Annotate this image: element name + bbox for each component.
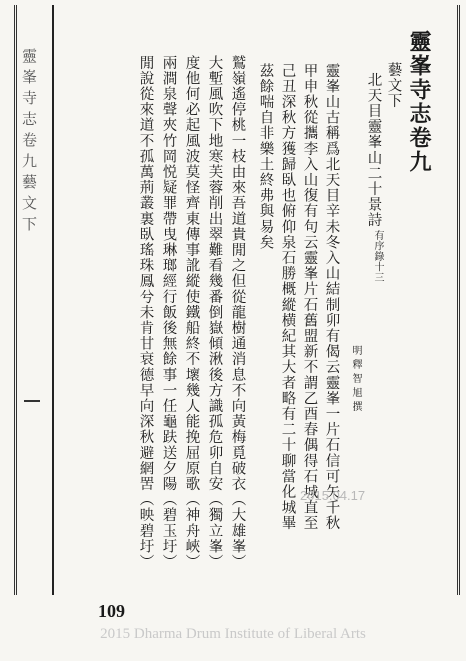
section-heading: 藝文下 (385, 62, 402, 109)
poem-note: 有序錄十三 (372, 230, 383, 283)
body-column: 靈峯山古稱爲北天目辛未冬入山結制卯有偈云靈峯一片石信可矢千秋 (323, 63, 340, 531)
poem-title: 北天目靈峯山二十景詩 (365, 72, 382, 228)
body-column: 茲餘喘自非樂土終弗與易矣 (257, 63, 274, 251)
poem-column: 鷲嶺遙停桃一枝由來吾道貴閒之但從龍樹通消息不向黃梅覓破衣（大雄峯） (229, 55, 246, 570)
poem-column: 大塹風吹下地寒芙蓉削出翠難看幾番倒嶽傾湫後方識孤危卯自安（獨立峯） (206, 55, 223, 570)
page-title: 靈峯寺志卷九 (406, 30, 432, 174)
poem-column: 度他何必起風波莫怪齊東傳事訛縱使鐵船終不壞幾人能挽屈原歌（神舟峽） (183, 55, 200, 570)
page-number: 109 (98, 601, 125, 621)
date-stamp: 2015.04.17 (300, 488, 366, 503)
gutter-text: 靈峯寺志卷九藝文下 (20, 48, 38, 237)
watermark: 2015 Dharma Drum Institute of Liberal Arts (100, 626, 366, 642)
body-column: 己丑深秋方獲歸臥也俯仰泉石勝概縱横紀其大者略有二十聊當化城畢 (279, 63, 296, 531)
poem-column: 閒說從來道不孤萬荊叢裏臥瑤珠鳳兮未肯甘衰德早向深秋避網罟（映碧圩） (137, 55, 154, 570)
gutter-mark (24, 400, 40, 402)
author-credit: 明釋智旭撰 (350, 345, 361, 415)
poem-column: 兩澗泉聲夾竹岡悦疑罪帶曳琳瑯經行飯後無餘事一任龜趺送夕陽（碧玉圩） (160, 55, 177, 570)
body-column: 甲申秋從攜李入山復有句云靈峯片石舊盟新不謂乙酉春偶得石城直至 (301, 63, 318, 531)
